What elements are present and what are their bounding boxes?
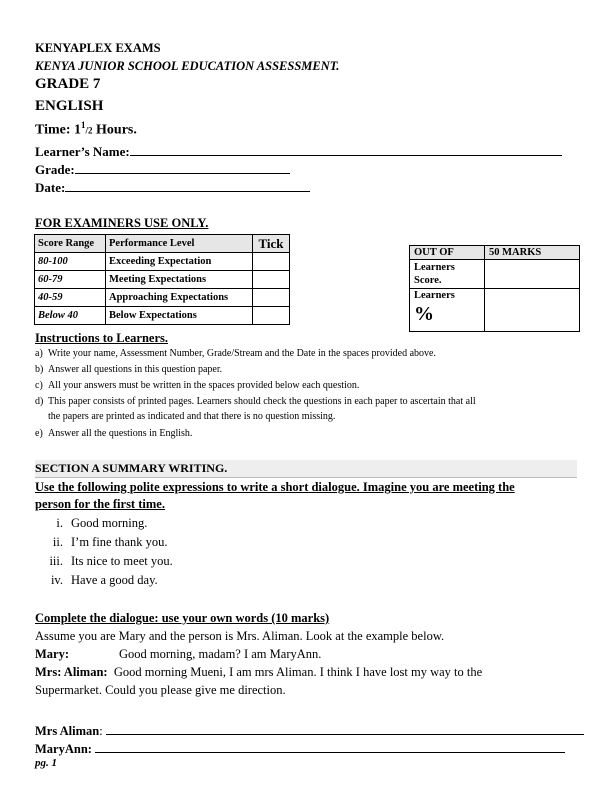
learners-label: Learners <box>414 290 455 301</box>
subject-heading: ENGLISH <box>35 98 104 114</box>
complete-dialogue-title: Complete the dialogue: use your own words (10 marks) <box>35 611 330 625</box>
learner-name-row[interactable] <box>35 143 562 160</box>
col-score-range: Score Range <box>35 235 106 253</box>
table-row <box>35 289 290 307</box>
list-item-number: iv. <box>50 573 63 587</box>
score-range-cell: Below 40 <box>35 307 106 325</box>
list-item-number: iii. <box>49 554 63 568</box>
mary-label: Mary: <box>35 647 70 661</box>
time-sub: /2 <box>85 125 93 136</box>
section-a-prompt-line1: Use the following polite expressions to write a short dialogue. Imagine you are meeting the <box>35 480 515 494</box>
instruction-item <box>35 395 476 408</box>
instruction-text: Answer all questions in this question paper. <box>48 364 223 375</box>
instruction-item <box>35 347 436 360</box>
score-range-cell: 60-79 <box>35 271 106 289</box>
answer-maryann-label: MaryAnn: <box>35 742 92 756</box>
page-number: pg. 1 <box>35 757 57 769</box>
score-range-cell: 80-100 <box>35 253 106 271</box>
org-name: KENYAPLEX EXAMS <box>35 41 161 55</box>
grade-field[interactable] <box>75 161 290 174</box>
tick-cell[interactable] <box>253 253 290 271</box>
instruction-text: This paper consists of printed pages. Learners should check the questions in each paper to ascertain that all <box>48 396 476 407</box>
learners-score-cell[interactable] <box>485 260 580 289</box>
performance-level-cell: Approaching Expectations <box>106 289 253 307</box>
learners-percent-row <box>410 289 580 332</box>
score-box-header <box>410 246 580 260</box>
list-item-text: Its nice to meet you. <box>71 554 173 568</box>
mary-text: Good morning, madam? I am MaryAnn. <box>119 647 322 661</box>
answer-aliman-field[interactable] <box>106 722 584 735</box>
table-row <box>35 271 290 289</box>
date-field[interactable] <box>65 179 310 192</box>
date-label: Date: <box>35 180 66 195</box>
instruction-label: d) <box>35 396 44 407</box>
list-item-text: I’m fine thank you. <box>71 535 168 549</box>
aliman-label: Mrs: Aliman: <box>35 665 108 679</box>
list-item-number: i. <box>56 516 63 530</box>
tick-cell[interactable] <box>253 271 290 289</box>
tick-cell[interactable] <box>253 289 290 307</box>
tick-cell[interactable] <box>253 307 290 325</box>
instruction-text: Write your name, Assessment Number, Grade/Stream and the Date in the spaces provided above. <box>48 348 436 359</box>
learners-score-label: Learners Score. <box>410 260 485 289</box>
grade-label: Grade: <box>35 162 75 177</box>
col-performance-level: Performance Level <box>106 235 253 253</box>
out-of-label: OUT OF <box>410 246 485 260</box>
mary-example-line <box>35 647 321 662</box>
learner-name-label: Learner’s Name: <box>35 144 130 159</box>
aliman-example-line <box>35 665 482 680</box>
instruction-label: c) <box>35 380 43 391</box>
answer-aliman-label: Mrs Aliman <box>35 724 100 738</box>
grade-row[interactable] <box>35 161 290 178</box>
answer-line-maryann[interactable] <box>35 740 565 757</box>
date-row[interactable] <box>35 179 310 196</box>
time-sup: 1 <box>81 120 86 130</box>
score-box <box>409 245 580 332</box>
learners-percent-label <box>410 289 485 332</box>
time-allowed <box>35 120 137 139</box>
col-tick: Tick <box>253 235 290 253</box>
instruction-label: b) <box>35 364 44 375</box>
aliman-text: Good morning Mueni, I am mrs Aliman. I think I have lost my way to the <box>113 665 483 679</box>
answer-line-aliman[interactable] <box>35 722 584 739</box>
answer-aliman-colon: : <box>99 724 103 738</box>
percent-sign: % <box>414 303 434 325</box>
learners-percent-cell[interactable] <box>485 289 580 332</box>
total-marks: 50 MARKS <box>485 246 580 260</box>
grade-heading: GRADE 7 <box>35 76 101 92</box>
instruction-text: All your answers must be written in the spaces provided below each question. <box>48 380 360 391</box>
table-row <box>35 253 290 271</box>
performance-level-cell: Exceeding Expectation <box>106 253 253 271</box>
learners-score-row <box>410 260 580 289</box>
performance-table-header <box>35 235 290 253</box>
list-item <box>35 535 168 550</box>
section-a-prompt-line2: person for the first time. <box>35 497 165 511</box>
instruction-item <box>35 427 192 440</box>
instruction-text: Answer all the questions in English. <box>48 428 193 439</box>
instruction-continuation: the papers are printed as indicated and that there is no question missing. <box>48 411 336 422</box>
list-item-number: ii. <box>52 535 63 549</box>
time-suffix: Hours. <box>92 122 137 138</box>
answer-maryann-field[interactable] <box>95 740 565 753</box>
table-row <box>35 307 290 325</box>
learner-name-field[interactable] <box>130 143 562 156</box>
score-range-cell: 40-59 <box>35 289 106 307</box>
section-a-title: SECTION A SUMMARY WRITING. <box>35 460 577 478</box>
performance-level-cell: Meeting Expectations <box>106 271 253 289</box>
performance-table <box>34 234 290 325</box>
instruction-item <box>35 363 222 376</box>
examiners-title: FOR EXAMINERS USE ONLY. <box>35 216 209 230</box>
performance-level-cell: Below Expectations <box>106 307 253 325</box>
instruction-label: a) <box>35 348 43 359</box>
assessment-title: KENYA JUNIOR SCHOOL EDUCATION ASSESSMENT. <box>35 59 340 73</box>
instruction-label: e) <box>35 428 43 439</box>
list-item <box>35 516 147 531</box>
list-item-text: Good morning. <box>71 516 148 530</box>
assume-text: Assume you are Mary and the person is Mrs. Aliman. Look at the example below. <box>35 629 445 643</box>
list-item <box>35 554 173 569</box>
list-item <box>35 573 158 588</box>
instruction-item <box>35 379 359 392</box>
instructions-title: Instructions to Learners. <box>35 331 168 345</box>
list-item-text: Have a good day. <box>71 573 158 587</box>
time-prefix: Time: 1 <box>35 122 82 138</box>
aliman-text-continued: Supermarket. Could you please give me direction. <box>35 683 286 697</box>
